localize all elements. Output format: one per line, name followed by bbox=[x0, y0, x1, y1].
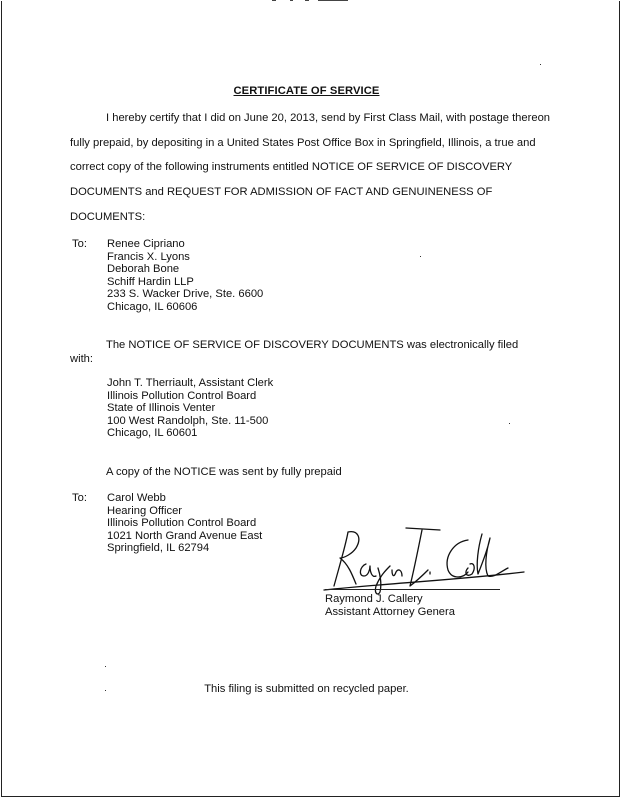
body-line-3: correct copy of the following instruments entitled NOTICE OF SERVICE OF DISCOVERY bbox=[70, 161, 513, 173]
filed-line: The NOTICE OF SERVICE OF DISCOVERY DOCUMENTS was electronically filed bbox=[106, 339, 519, 351]
address-line: Deborah Bone bbox=[107, 263, 180, 276]
signature-image bbox=[318, 524, 528, 596]
body-line-2: fully prepaid, by depositing in a United States Post Office Box in Springfield, Illinois, a true and bbox=[70, 137, 536, 149]
address-line: Illinois Pollution Control Board bbox=[107, 517, 257, 530]
address-line: State of Illinois Venter bbox=[107, 402, 216, 415]
address-line: Hearing Officer bbox=[107, 504, 183, 517]
address-line: Illinois Pollution Control Board bbox=[107, 389, 257, 402]
address-line: 100 West Randolph, Ste. 11-500 bbox=[107, 414, 269, 427]
address-line: Chicago, IL 60601 bbox=[107, 427, 198, 440]
clerk-address bbox=[107, 377, 273, 440]
address-line: 233 S. Wacker Drive, Ste. 6600 bbox=[107, 288, 264, 301]
copy-line: A copy of the NOTICE was sent by fully prepaid bbox=[106, 466, 342, 478]
recipient-address-1 bbox=[107, 238, 263, 314]
document-title: CERTIFICATE OF SERVICE bbox=[233, 85, 380, 97]
to-label-2: To: bbox=[72, 492, 87, 504]
address-line: Carol Webb bbox=[107, 492, 166, 504]
address-line: Schiff Hardin LLP bbox=[107, 275, 194, 288]
signer-title: Assistant Attorney Genera bbox=[325, 606, 455, 618]
body-line-4: DOCUMENTS and REQUEST FOR ADMISSION OF FACT AND GENUINENESS OF bbox=[70, 186, 493, 198]
signer-name: Raymond J. Callery bbox=[325, 593, 423, 605]
address-line: John T. Therriault, Assistant Clerk bbox=[107, 377, 274, 389]
address-line: Renee Cipriano bbox=[107, 238, 185, 250]
filed-with-label: with: bbox=[70, 353, 94, 365]
to-label: To: bbox=[72, 238, 87, 250]
address-line: Chicago, IL 60606 bbox=[107, 300, 198, 313]
signature-line bbox=[325, 589, 500, 590]
recipient-address-2 bbox=[107, 492, 262, 555]
body-line-5: DOCUMENTS: bbox=[70, 211, 146, 223]
footer-note: This filing is submitted on recycled paper. bbox=[204, 683, 409, 695]
address-line: Springfield, IL 62794 bbox=[107, 542, 210, 555]
body-line-1: I hereby certify that I did on June 20, 2013, send by First Class Mail, with postage thereon bbox=[106, 112, 551, 124]
address-line: 1021 North Grand Avenue East bbox=[107, 529, 263, 542]
address-line: Francis X. Lyons bbox=[107, 250, 190, 263]
